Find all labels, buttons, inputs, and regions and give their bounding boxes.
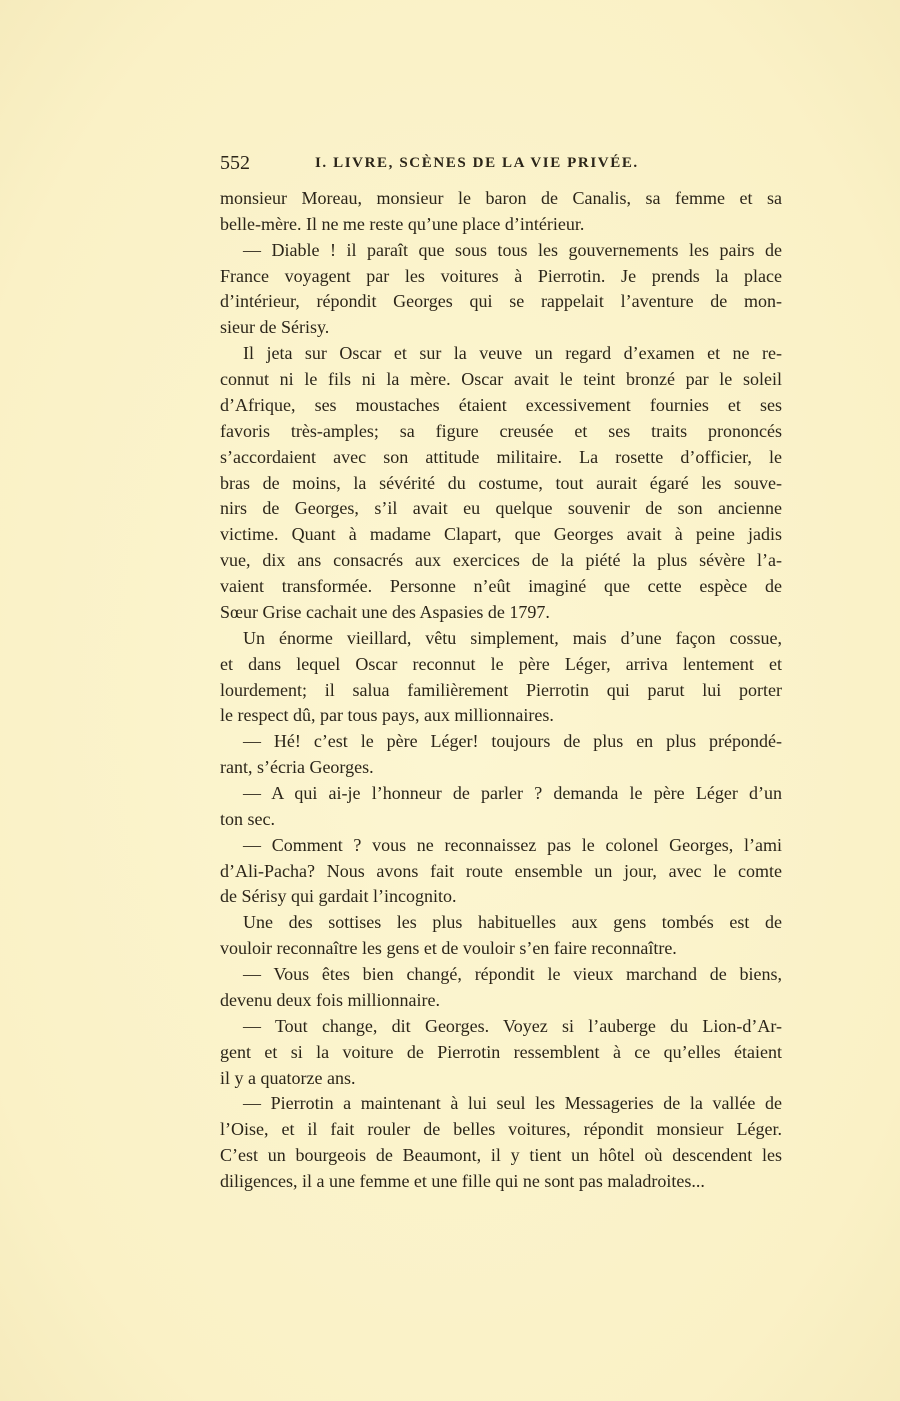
text-line: il y a quatorze ans.: [220, 1067, 356, 1088]
text-line: d’intérieur, répondit Georges qui se rappelait l’aventure de mon-: [220, 291, 782, 312]
text-line: vouloir reconnaître les gens et de vouloir s’en faire reconnaître.: [220, 938, 677, 959]
text-line: le respect dû, par tous pays, aux millionnaires.: [220, 705, 554, 726]
text-line: l’Oise, et il fait rouler de belles voitures, répondit monsieur Léger.: [220, 1119, 782, 1140]
text-line: lourdement; il salua familièrement Pierrotin qui parut lui porter: [220, 679, 782, 700]
page-number: 552: [220, 152, 250, 174]
text-line: — A qui ai-je l’honneur de parler ? demanda le père Léger d’un: [243, 783, 782, 803]
text-line: et dans lequel Oscar reconnut le père Léger, arriva lentement et: [220, 653, 782, 674]
text-line: victime. Quant à madame Clapart, que Georges avait à peine jadis: [220, 524, 782, 545]
text-line: — Diable ! il paraît que sous tous les gouvernements les pairs de: [243, 239, 782, 260]
text-line: nirs de Georges, s’il avait eu quelque souvenir de son ancienne: [220, 498, 782, 519]
text-line: — Hé! c’est le père Léger! toujours de plus en plus prépondé-: [243, 731, 782, 752]
text-line: d’Ali-Pacha? Nous avons fait route ensemble un jour, avec le comte: [220, 860, 782, 881]
text-line: d’Afrique, ses moustaches étaient excessivement fournies et ses: [220, 394, 782, 415]
text-line: sieur de Sérisy.: [220, 317, 330, 338]
text-line: favoris très-amples; sa figure creusée et ses traits prononcés: [220, 420, 782, 441]
text-line: belle-mère. Il ne me reste qu’une place d’intérieur.: [220, 213, 585, 234]
running-title: I. LIVRE, SCÈNES DE LA VIE PRIVÉE.: [315, 155, 639, 171]
text-line: ton sec.: [220, 808, 275, 829]
text-line: diligences, il a une femme et une fille qui ne sont pas maladroites...: [220, 1171, 705, 1192]
text-line: vaient transformée. Personne n’eût imaginé que cette espèce de: [220, 576, 782, 597]
text-line: — Tout change, dit Georges. Voyez si l’auberge du Lion-d’Ar-: [243, 1015, 782, 1036]
text-line: — Comment ? vous ne reconnaissez pas le colonel Georges, l’ami: [243, 834, 782, 855]
text-line: France voyagent par les voitures à Pierrotin. Je prends la place: [220, 265, 782, 286]
text-line: Un énorme vieillard, vêtu simplement, mais d’une façon cossue,: [243, 627, 782, 648]
page-header: [220, 152, 782, 178]
text-line: C’est un bourgeois de Beaumont, il y tient un hôtel où descendent les: [220, 1145, 782, 1166]
text-line: Une des sottises les plus habituelles aux gens tombés est de: [243, 912, 782, 933]
text-line: vue, dix ans consacrés aux exercices de la piété la plus sévère l’a-: [220, 550, 782, 571]
text-line: connut ni le fils ni la mère. Oscar avait le teint bronzé par le soleil: [220, 369, 782, 390]
text-line: de Sérisy qui gardait l’incognito.: [220, 886, 457, 907]
text-line: — Pierrotin a maintenant à lui seul les Messageries de la vallée de: [243, 1093, 782, 1114]
text-line: devenu deux fois millionnaire.: [220, 989, 440, 1010]
text-line: gent et si la voiture de Pierrotin ressemblent à ce qu’elles étaient: [220, 1041, 782, 1062]
text-line: rant, s’écria Georges.: [220, 757, 374, 778]
text-line: s’accordaient avec son attitude militaire. La rosette d’officier, le: [220, 446, 782, 467]
text-line: monsieur Moreau, monsieur le baron de Canalis, sa femme et sa: [220, 188, 782, 208]
text-line: Sœur Grise cachait une des Aspasies de 1797.: [220, 601, 550, 622]
text-line: Il jeta sur Oscar et sur la veuve un regard d’examen et ne re-: [243, 343, 782, 364]
text-line: bras de moins, la sévérité du costume, tout aurait égaré les souve-: [220, 472, 782, 493]
text-line: — Vous êtes bien changé, répondit le vieux marchand de biens,: [243, 964, 782, 985]
